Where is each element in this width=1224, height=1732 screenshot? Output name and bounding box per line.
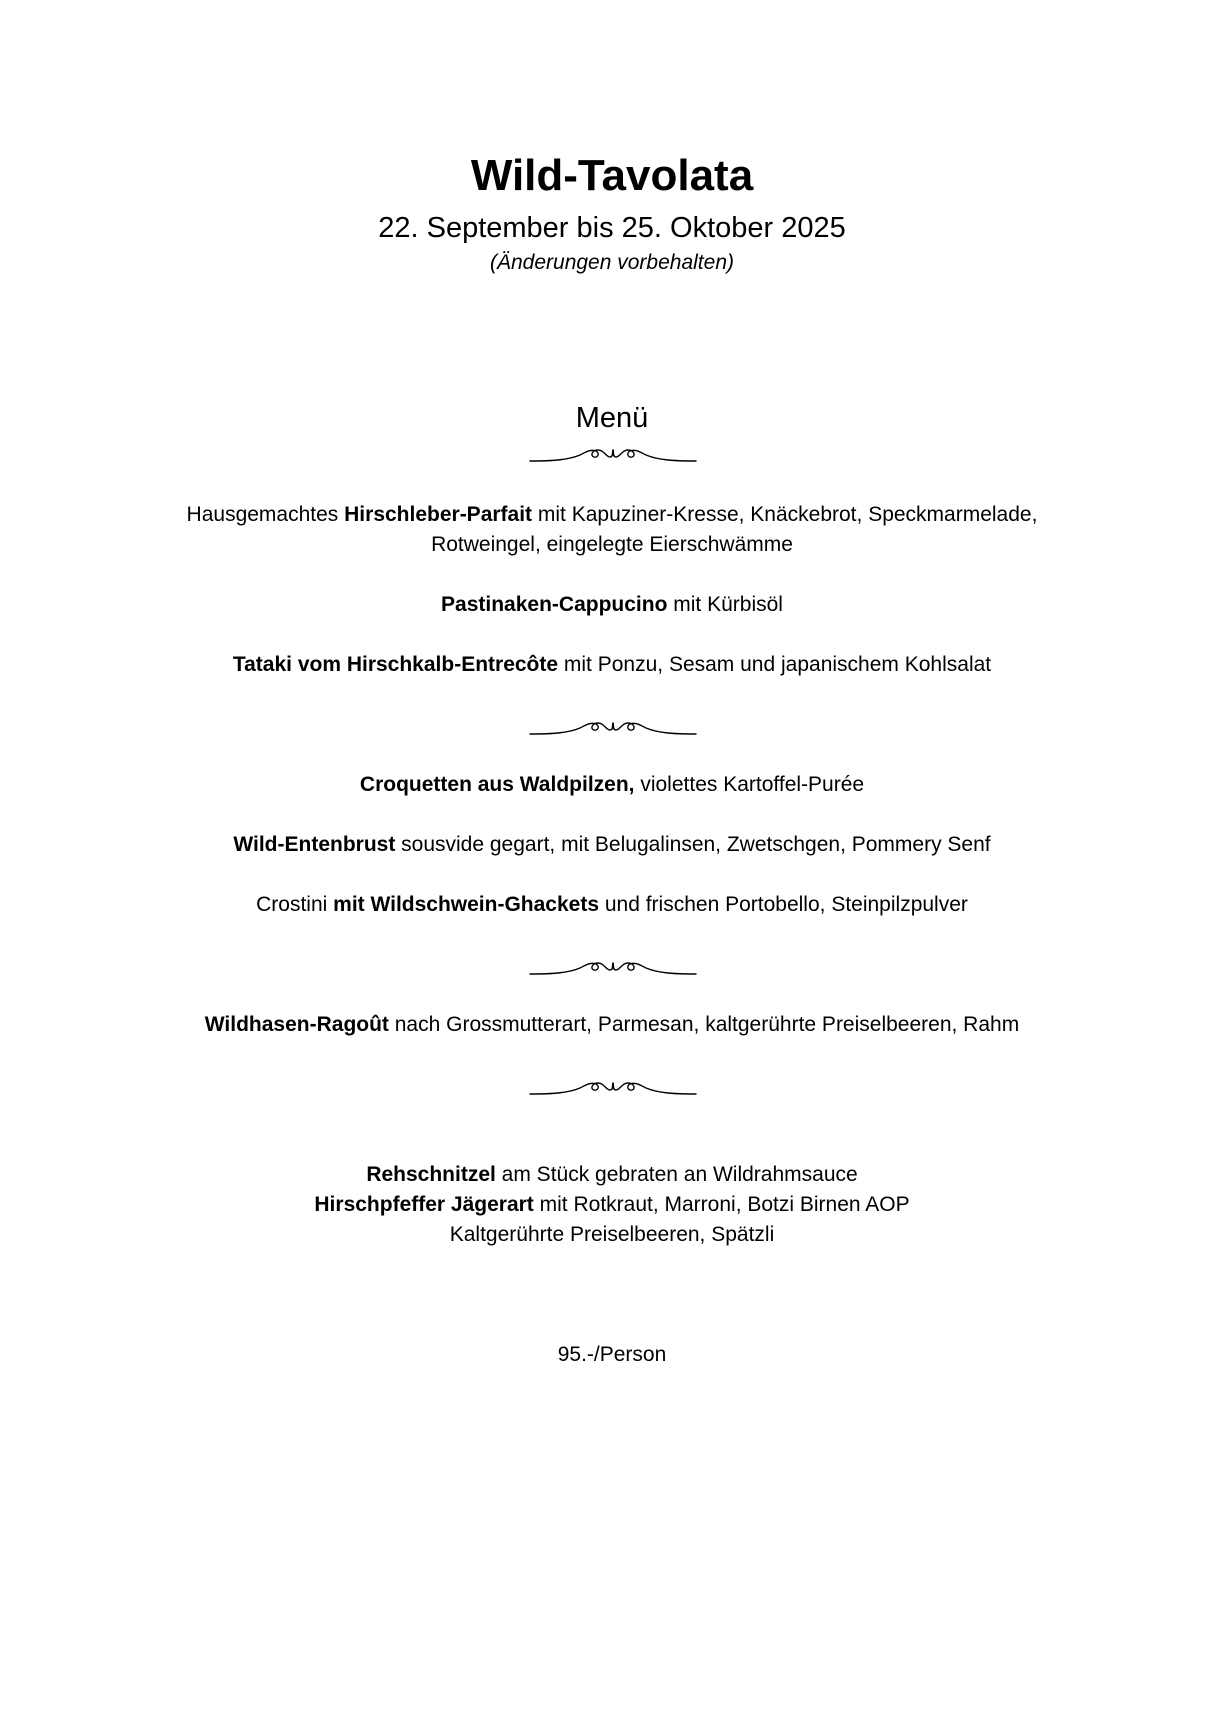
course-line bbox=[0, 1190, 1224, 1220]
date-range: 22. September bis 25. Oktober 2025 bbox=[378, 212, 846, 244]
course-item bbox=[0, 1010, 1224, 1040]
scroll-flourish-icon bbox=[528, 956, 698, 982]
dish-description: sousvide gegart, mit Belugalinsen, Zwetschgen, Pommery Senf bbox=[395, 833, 991, 856]
dish-description: und frischen Portobello, Steinpilzpulver bbox=[599, 893, 968, 916]
course-item bbox=[0, 770, 1224, 800]
scroll-flourish-icon bbox=[528, 716, 698, 742]
dish-description: mit Rotkraut, Marroni, Botzi Birnen AOP bbox=[533, 1193, 910, 1216]
page-title: Wild-Tavolata bbox=[470, 151, 754, 200]
disclaimer-note: (Änderungen vorbehalten) bbox=[489, 251, 734, 274]
dish-description: Hausgemachtes bbox=[186, 503, 345, 526]
dish-name: mit Wildschwein-Ghackets bbox=[333, 893, 600, 916]
dish-name: Wild-Entenbrust bbox=[233, 833, 396, 856]
dish-name: Tataki vom Hirschkalb-Entrecôte bbox=[232, 653, 559, 676]
dish-name: Hirschpfeffer Jägerart bbox=[314, 1193, 534, 1216]
menu-heading: Menü bbox=[575, 402, 649, 434]
dish-description: mit Kürbisöl bbox=[667, 593, 783, 616]
course-line bbox=[0, 650, 1224, 680]
course-line bbox=[0, 530, 1224, 560]
course-line bbox=[0, 890, 1224, 920]
course-item bbox=[0, 650, 1224, 680]
course-item bbox=[0, 1160, 1224, 1250]
scroll-flourish-icon bbox=[528, 1076, 698, 1102]
course-item bbox=[0, 500, 1224, 560]
dish-name: Croquetten aus Waldpilzen, bbox=[359, 773, 635, 796]
dish-description: violettes Kartoffel-Purée bbox=[634, 773, 865, 796]
course-line bbox=[0, 1010, 1224, 1040]
dish-name: Rehschnitzel bbox=[366, 1163, 496, 1186]
dish-description: mit Ponzu, Sesam und japanischem Kohlsalat bbox=[558, 653, 992, 676]
dish-description: am Stück gebraten an Wildrahmsauce bbox=[495, 1163, 858, 1186]
scroll-flourish-icon bbox=[528, 443, 698, 469]
dish-name: Pastinaken-Cappucino bbox=[441, 593, 668, 616]
course-line bbox=[0, 1220, 1224, 1250]
course-line bbox=[0, 500, 1224, 530]
course-item bbox=[0, 890, 1224, 920]
course-line bbox=[0, 830, 1224, 860]
dish-description: Rotweingel, eingelegte Eierschwämme bbox=[431, 533, 793, 556]
course-item bbox=[0, 830, 1224, 860]
dish-name: Hirschleber-Parfait bbox=[344, 503, 533, 526]
course-line bbox=[0, 770, 1224, 800]
dish-description: Kaltgerührte Preiselbeeren, Spätzli bbox=[449, 1223, 775, 1246]
course-item bbox=[0, 590, 1224, 620]
dish-description: nach Grossmutterart, Parmesan, kaltgerührte Preiselbeeren, Rahm bbox=[388, 1013, 1020, 1036]
menu-price: 95.-/Person bbox=[557, 1343, 667, 1366]
course-line bbox=[0, 1160, 1224, 1190]
dish-description: Crostini bbox=[256, 893, 334, 916]
dish-name: Wildhasen-Ragoût bbox=[204, 1013, 389, 1036]
dish-description: mit Kapuziner-Kresse, Knäckebrot, Speckmarmelade, bbox=[532, 503, 1038, 526]
course-line bbox=[0, 590, 1224, 620]
